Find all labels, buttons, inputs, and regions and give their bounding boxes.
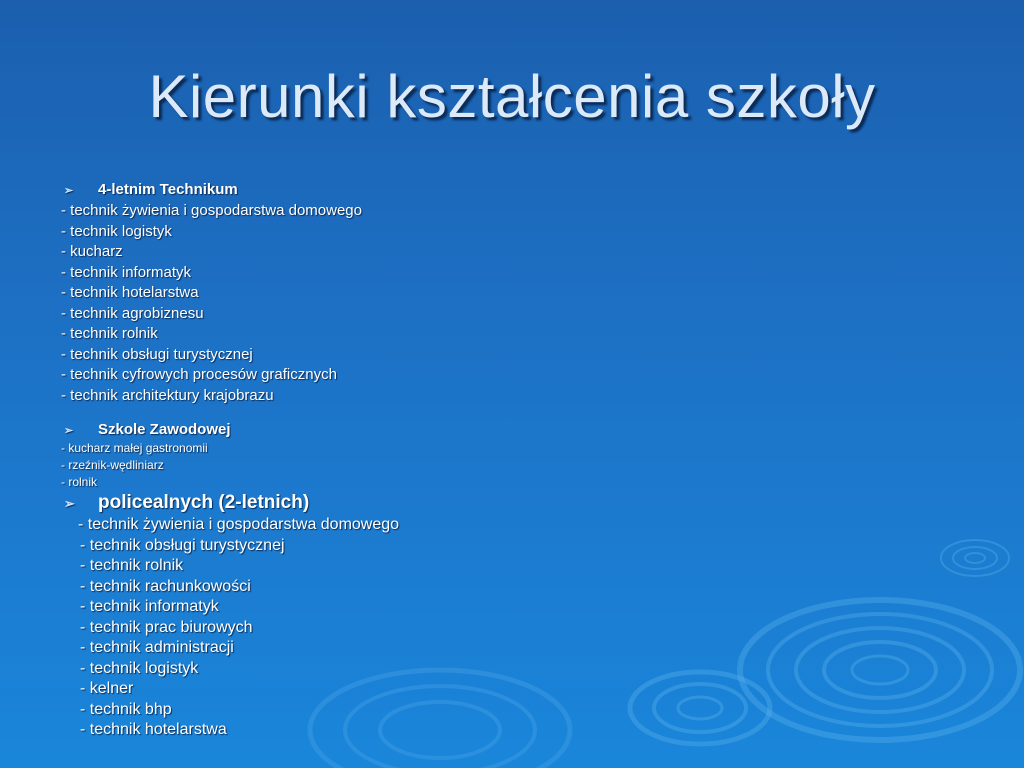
list-item: - technik bhp xyxy=(80,701,172,718)
list-item: - technik hotelarstwa xyxy=(80,721,227,738)
list-item: - technik informatyk xyxy=(61,264,192,281)
list-item: - technik hotelarstwa xyxy=(61,284,199,301)
list-item: - technik administracji xyxy=(80,639,234,656)
list-item: - technik logistyk xyxy=(61,223,172,240)
list-item: - rzeźnik-wędliniarz xyxy=(61,458,164,472)
section-heading-szkola-zawodowa xyxy=(64,421,231,438)
slide-title: Kierunki kształcenia szkoły xyxy=(148,63,876,130)
section-heading-text: Szkole Zawodowej xyxy=(98,421,231,438)
section-heading-text: policealnych (2-letnich) xyxy=(98,492,310,513)
section-heading-technikum xyxy=(64,181,238,198)
section-heading-policealne xyxy=(64,492,309,514)
section-heading-text: 4-letnim Technikum xyxy=(98,181,238,198)
list-item: - technik cyfrowych procesów graficznych xyxy=(61,366,337,383)
list-item: - technik żywienia i gospodarstwa domowego xyxy=(78,516,400,533)
arrow-bullet-icon: ➢ xyxy=(64,425,74,437)
list-item: - technik architektury krajobrazu xyxy=(61,387,274,404)
list-item: - technik logistyk xyxy=(80,660,199,677)
list-item: - technik rolnik xyxy=(80,557,184,574)
list-item: - rolnik xyxy=(61,475,98,489)
list-item: - technik prac biurowych xyxy=(80,619,253,636)
list-item: - technik rachunkowości xyxy=(80,578,251,595)
list-item: - kelner xyxy=(80,680,134,697)
list-item: - technik informatyk xyxy=(80,598,219,615)
list-item: - kucharz xyxy=(61,243,123,260)
arrow-bullet-icon: ➢ xyxy=(64,185,74,197)
arrow-bullet-icon: ➢ xyxy=(64,496,75,511)
list-item: - technik obsługi turystycznej xyxy=(80,537,285,554)
list-item: - technik rolnik xyxy=(61,325,158,342)
list-item: - technik żywienia i gospodarstwa domowego xyxy=(61,202,362,219)
list-item: - technik obsługi turystycznej xyxy=(61,346,253,363)
list-item: - kucharz małej gastronomii xyxy=(61,441,208,455)
list-item: - technik agrobiznesu xyxy=(61,305,204,322)
